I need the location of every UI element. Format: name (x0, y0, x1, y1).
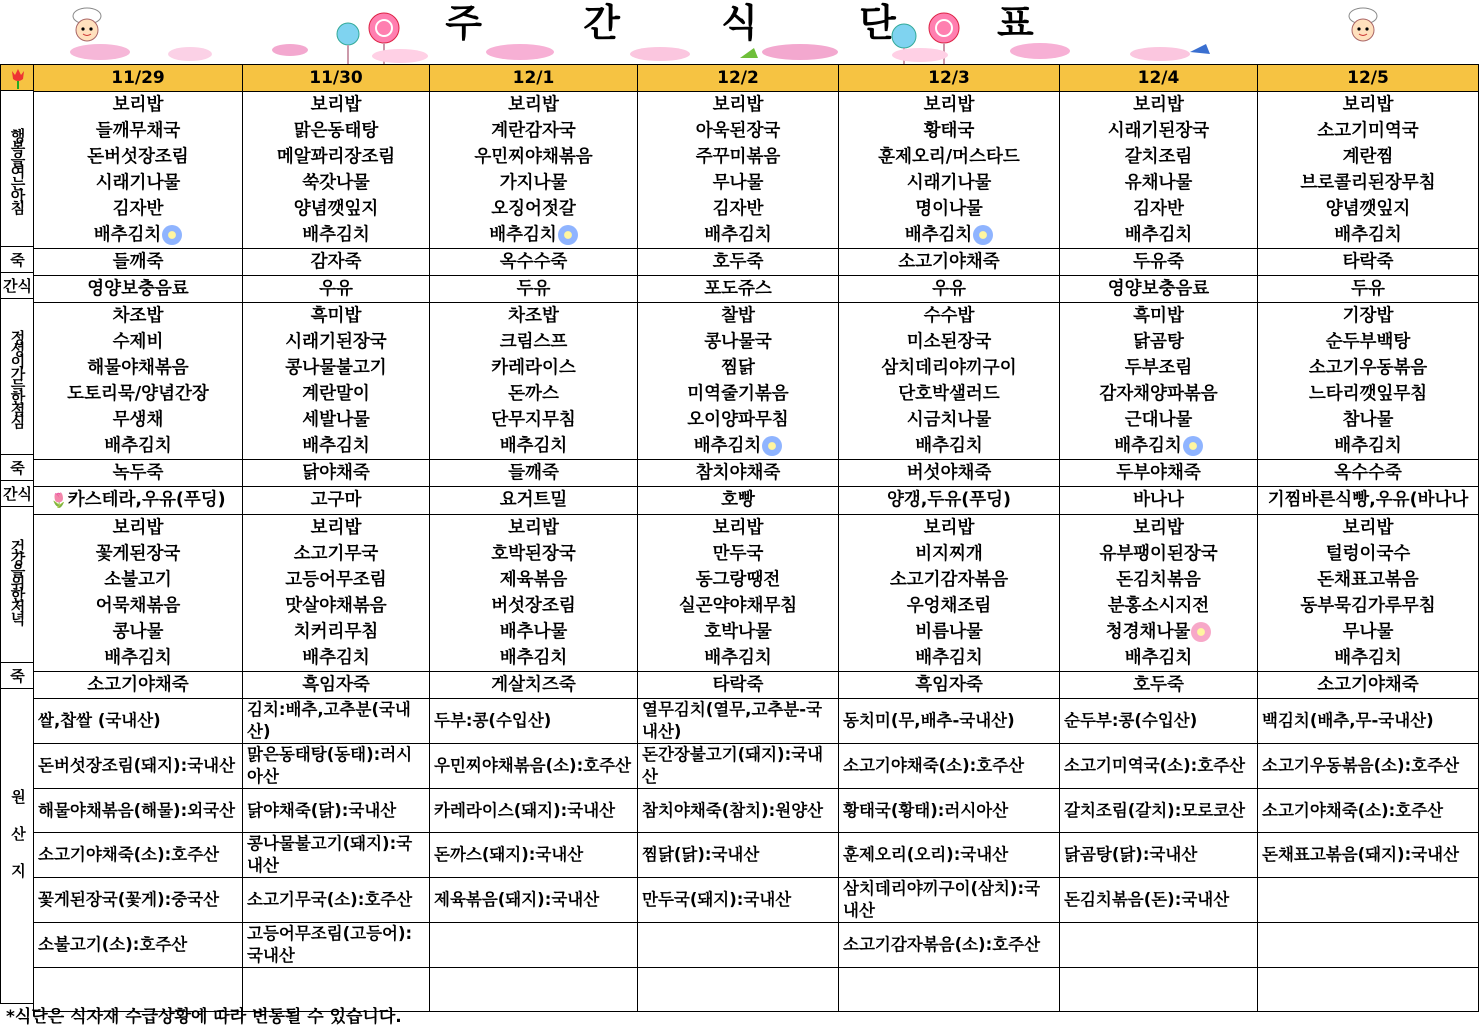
breakfast-item: 오징어젓갈 (491, 199, 576, 219)
lunch-item: 닭곰탕 (1133, 332, 1184, 352)
origin-cell: 참치야채죽(참치):원양산 (638, 789, 839, 833)
breakfast-item: 보리밥 (508, 95, 559, 115)
dinner-item: 맛살야채볶음 (285, 596, 387, 616)
origin-row (34, 744, 1479, 789)
tulip-icon (9, 67, 27, 89)
dinner-item: 버섯장조림 (491, 596, 576, 616)
dinner-item: 보리밥 (508, 518, 559, 538)
breakfast-label-text: 행복을여는아침 (8, 128, 27, 212)
dinner-item: 배추김치 (1334, 648, 1402, 668)
dinner-item: 청경채나물 (1062, 619, 1255, 645)
afternoon-snack-row (34, 487, 1479, 515)
lunch-porridge-cell: 닭야채죽 (243, 460, 430, 487)
dinner-item: 꽃게된장국 (95, 544, 181, 564)
snack-label: 간식 (0, 480, 34, 507)
breakfast-item: 들깨무채국 (95, 121, 181, 141)
origin-cell: 소고기야채죽(소):호주산 (1258, 789, 1479, 833)
origin-cell (1258, 878, 1479, 923)
dinner-cell (430, 515, 638, 672)
lunch-item: 시래기된장국 (285, 332, 387, 352)
origin-cell: 소고기무국(소):호주산 (243, 878, 430, 923)
breakfast-item: 가지나물 (499, 173, 568, 193)
origin-cell: 갈치조림(갈치):모로코산 (1060, 789, 1258, 833)
origin-cell (430, 968, 638, 1012)
footer-note: *식단은 식자재 수급상황에 따라 변동될 수 있습니다. (6, 1007, 402, 1027)
dinner-porridge-cell: 소고기야채죽 (34, 672, 243, 699)
dinner-item: 제육볶음 (499, 570, 568, 590)
lunch-item: 두부조림 (1124, 358, 1193, 378)
lunch-porridge-cell: 옥수수죽 (1258, 460, 1479, 487)
dinner-item: 동부묵김가루무침 (1300, 596, 1436, 616)
breakfast-item: 배추김치 (1334, 225, 1402, 245)
lunch-item: 흑미밥 (310, 306, 362, 326)
dinner-item: 어묵채볶음 (95, 596, 181, 616)
origin-cell: 소고기감자볶음(소):호주산 (839, 923, 1060, 968)
origin-cell: 김치:배추,고추분(국내산) (243, 699, 430, 744)
breakfast-item: 명이나물 (915, 199, 983, 219)
dinner-porridge-cell: 타락죽 (638, 672, 839, 699)
origin-cell: 돈버섯장조림(돼지):국내산 (34, 744, 243, 789)
origin-cell: 열무김치(열무,고추분-국내산) (638, 699, 839, 744)
flower-icon (558, 225, 578, 245)
lunch-item: 수수밥 (923, 306, 975, 326)
breakfast-item: 배추김치 (704, 225, 772, 245)
breakfast-item: 보리밥 (1133, 95, 1184, 115)
page-title: 주 간 식 단 표 (445, 1, 1078, 45)
dinner-label (0, 506, 34, 663)
lunch-item: 미소된장국 (906, 332, 992, 352)
dinner-cell (1258, 515, 1479, 672)
origin-cell (638, 923, 839, 968)
breakfast-porridge-cell: 타락죽 (1258, 249, 1479, 276)
porridge-label: 죽 (0, 454, 34, 481)
origin-cell (839, 968, 1060, 1012)
lunch-item: 근대나물 (1124, 410, 1193, 430)
origin-cell: 두부:콩(수입산) (430, 699, 638, 744)
morning-snack-cell: 영양보충음료 (34, 276, 243, 303)
origin-cell: 맑은동태탕(동태):러시아산 (243, 744, 430, 789)
origin-cell (1060, 923, 1258, 968)
lunch-item: 오이양파무침 (687, 410, 789, 430)
dinner-item: 콩나물 (112, 622, 164, 642)
morning-snack-row (34, 276, 1479, 303)
breakfast-item: 돈버섯장조림 (87, 147, 189, 167)
dinner-item: 배추김치 (915, 648, 983, 668)
origin-row (34, 878, 1479, 923)
origin-row (34, 699, 1479, 744)
dinner-item: 털렁이국수 (1325, 544, 1411, 564)
breakfast-porridge-cell: 두유죽 (1060, 249, 1258, 276)
morning-snack-cell: 두유 (430, 276, 638, 303)
dinner-item: 호박된장국 (491, 544, 576, 564)
breakfast-item: 배추김치 (841, 222, 1057, 248)
lunch-item: 시금치나물 (906, 410, 992, 430)
origin-cell: 돈까스(돼지):국내산 (430, 833, 638, 878)
dinner-porridge-cell: 흑임자죽 (839, 672, 1060, 699)
lunch-cell (638, 303, 839, 460)
origin-cell: 고등어무조림(고등어):국내산 (243, 923, 430, 968)
breakfast-porridge-cell: 들깨죽 (34, 249, 243, 276)
breakfast-row (34, 92, 1479, 249)
origin-cell: 해물야채볶음(해물):외국산 (34, 789, 243, 833)
breakfast-item: 배추김치 (302, 225, 370, 245)
lunch-item: 기장밥 (1342, 306, 1394, 326)
tulip-icon: 🌷 (50, 493, 68, 509)
lunch-row (34, 303, 1479, 460)
date-header: 12/2 (638, 65, 839, 92)
lunch-porridge-row (34, 460, 1479, 487)
breakfast-item: 무나물 (712, 173, 764, 193)
breakfast-item: 계란찜 (1342, 147, 1394, 167)
lunch-cell (1060, 303, 1258, 460)
origin-cell: 훈제오리(오리):국내산 (839, 833, 1060, 878)
dinner-item: 우엉채조림 (906, 596, 992, 616)
lunch-porridge-cell: 두부야채죽 (1060, 460, 1258, 487)
dinner-item: 보리밥 (712, 518, 764, 538)
lunch-item: 배추김치 (640, 433, 836, 459)
header-banner (0, 0, 1479, 64)
breakfast-porridge-cell: 호두죽 (638, 249, 839, 276)
lunch-cell (34, 303, 243, 460)
breakfast-item: 배추김치 (432, 222, 635, 248)
dinner-item: 배추김치 (1124, 648, 1193, 668)
afternoon-snack-cell: 요거트밀 (430, 487, 638, 515)
breakfast-item: 배추김치 (36, 222, 240, 248)
flower-icon (1191, 622, 1211, 642)
origin-cell: 닭야채죽(닭):국내산 (243, 789, 430, 833)
dinner-row (34, 515, 1479, 672)
origin-cell: 콩나물불고기(돼지):국내산 (243, 833, 430, 878)
breakfast-label (0, 90, 34, 247)
lunch-item: 배추김치 (1334, 436, 1402, 456)
dinner-item: 배추김치 (104, 648, 172, 668)
lunch-item: 세발나물 (302, 410, 370, 430)
dinner-porridge-cell: 게살치즈죽 (430, 672, 638, 699)
lunch-item: 참나물 (1342, 410, 1394, 430)
porridge-label: 죽 (0, 662, 34, 689)
origin-cell (1258, 968, 1479, 1012)
breakfast-item: 배추김치 (1124, 225, 1193, 245)
breakfast-item: 쑥갓나물 (302, 173, 370, 193)
dinner-item: 소고기감자볶음 (889, 570, 1009, 590)
breakfast-porridge-cell: 소고기야채죽 (839, 249, 1060, 276)
lunch-item: 도토리묵/양념간장 (67, 384, 209, 404)
afternoon-snack-cell: 호빵 (638, 487, 839, 515)
origin-row (34, 789, 1479, 833)
breakfast-item: 시래기나물 (906, 173, 992, 193)
dinner-item: 배추김치 (302, 648, 370, 668)
afternoon-snack-cell: 고구마 (243, 487, 430, 515)
breakfast-item: 보리밥 (923, 95, 975, 115)
date-header: 12/5 (1258, 65, 1479, 92)
dinner-item: 보리밥 (112, 518, 164, 538)
origin-cell: 백김치(배추,무-국내산) (1258, 699, 1479, 744)
breakfast-cell (638, 92, 839, 249)
dinner-item: 배추김치 (704, 648, 772, 668)
morning-snack-cell: 두유 (1258, 276, 1479, 303)
morning-snack-cell: 포도쥬스 (638, 276, 839, 303)
date-header: 12/3 (839, 65, 1060, 92)
lunch-item: 돈까스 (508, 384, 559, 404)
lunch-item: 차조밥 (508, 306, 559, 326)
afternoon-snack-cell: 🌷카스테라,우유(푸딩) (34, 487, 243, 515)
dinner-item: 고등어무조림 (285, 570, 387, 590)
lunch-item: 삼치데리야끼구이 (881, 358, 1017, 378)
lunch-item: 콩나물불고기 (285, 358, 387, 378)
breakfast-item: 황태국 (923, 121, 975, 141)
lunch-item: 배추김치 (1062, 433, 1255, 459)
breakfast-item: 보리밥 (1342, 95, 1394, 115)
breakfast-item: 메알꽈리장조림 (276, 147, 396, 167)
date-header: 11/30 (243, 65, 430, 92)
lunch-item: 카레라이스 (491, 358, 576, 378)
origin-cell: 소고기야채죽(소):호주산 (839, 744, 1060, 789)
flower-icon (973, 225, 993, 245)
breakfast-item: 갈치조림 (1124, 147, 1193, 167)
breakfast-item: 계란감자국 (491, 121, 576, 141)
dinner-porridge-cell: 호두죽 (1060, 672, 1258, 699)
dinner-item: 보리밥 (1342, 518, 1394, 538)
lunch-item: 차조밥 (112, 306, 164, 326)
origin-cell: 소고기우동볶음(소):호주산 (1258, 744, 1479, 789)
dinner-item: 호박나물 (704, 622, 772, 642)
lunch-item: 배추김치 (915, 436, 983, 456)
breakfast-item: 보리밥 (112, 95, 164, 115)
dinner-cell (1060, 515, 1258, 672)
lunch-item: 소고기우동볶음 (1308, 358, 1428, 378)
breakfast-porridge-row (34, 249, 1479, 276)
origin-row (34, 923, 1479, 968)
dinner-item: 배추나물 (499, 622, 568, 642)
origin-cell: 돈김치볶음(돈):국내산 (1060, 878, 1258, 923)
afternoon-snack-cell: 바나나 (1060, 487, 1258, 515)
lunch-item: 순두부백탕 (1325, 332, 1411, 352)
origin-cell (1060, 968, 1258, 1012)
origin-cell: 닭곰탕(닭):국내산 (1060, 833, 1258, 878)
breakfast-item: 보리밥 (310, 95, 362, 115)
breakfast-cell (243, 92, 430, 249)
flower-icon (762, 436, 782, 456)
origin-cell: 제육볶음(돼지):국내산 (430, 878, 638, 923)
lunch-label (0, 298, 34, 455)
origin-cell (638, 968, 839, 1012)
lunch-item: 찜닭 (721, 358, 755, 378)
dinner-item: 비름나물 (915, 622, 983, 642)
dinner-item: 보리밥 (923, 518, 975, 538)
lunch-item: 찰밥 (721, 306, 755, 326)
dinner-cell (638, 515, 839, 672)
dinner-item: 무나물 (1342, 622, 1394, 642)
dinner-item: 소불고기 (104, 570, 172, 590)
origin-cell: 동치미(무,배추-국내산) (839, 699, 1060, 744)
snack-label: 간식 (0, 272, 34, 299)
breakfast-item: 양념깻잎지 (1325, 199, 1411, 219)
breakfast-item: 김자반 (112, 199, 164, 219)
dinner-label-text: 건강을위한저녁 (8, 539, 27, 623)
origin-cell: 만두국(돼지):국내산 (638, 878, 839, 923)
breakfast-item: 브로콜리된장무침 (1300, 173, 1436, 193)
origin-cell: 꽃게된장국(꽃게):중국산 (34, 878, 243, 923)
date-header: 12/1 (430, 65, 638, 92)
date-row (34, 65, 1479, 92)
breakfast-item: 시래기된장국 (1107, 121, 1210, 141)
lunch-item: 감자채양파볶음 (1099, 384, 1218, 404)
dinner-item: 유부팽이된장국 (1099, 544, 1218, 564)
flower-icon (162, 225, 182, 245)
origin-cell: 우민찌야채볶음(소):호주산 (430, 744, 638, 789)
lunch-item: 콩나물국 (704, 332, 772, 352)
lunch-cell (243, 303, 430, 460)
afternoon-snack-cell: 기찜바른식빵,우유(바나나 (1258, 487, 1479, 515)
morning-snack-cell: 우유 (243, 276, 430, 303)
origin-row (34, 833, 1479, 878)
breakfast-item: 아욱된장국 (695, 121, 781, 141)
lunch-item: 크림스프 (499, 332, 568, 352)
lunch-porridge-cell: 참치야채죽 (638, 460, 839, 487)
origin-cell: 소고기야채죽(소):호주산 (34, 833, 243, 878)
breakfast-porridge-cell: 옥수수죽 (430, 249, 638, 276)
breakfast-item: 유채나물 (1124, 173, 1193, 193)
lunch-item: 단무지무침 (491, 410, 576, 430)
lunch-label-text: 정성이가득한점심 (8, 330, 27, 426)
dinner-item: 비지찌개 (915, 544, 983, 564)
lunch-porridge-cell: 녹두죽 (34, 460, 243, 487)
origin-cell: 황태국(황태):러시아산 (839, 789, 1060, 833)
origin-cell: 소불고기(소):호주산 (34, 923, 243, 968)
lunch-cell (1258, 303, 1479, 460)
lunch-cell (430, 303, 638, 460)
date-header: 12/4 (1060, 65, 1258, 92)
origin-label-text: 원산지 (9, 789, 27, 900)
origin-cell: 카레라이스(돼지):국내산 (430, 789, 638, 833)
dinner-item: 돈김치볶음 (1116, 570, 1201, 590)
origin-cell: 찜닭(닭):국내산 (638, 833, 839, 878)
breakfast-cell (34, 92, 243, 249)
dinner-porridge-cell: 소고기야채죽 (1258, 672, 1479, 699)
lunch-item: 계란말이 (302, 384, 370, 404)
breakfast-item: 소고기미역국 (1317, 121, 1419, 141)
flower-icon (1183, 436, 1203, 456)
dinner-cell (34, 515, 243, 672)
origin-cell: 소고기미역국(소):호주산 (1060, 744, 1258, 789)
breakfast-item: 맑은동태탕 (293, 121, 379, 141)
dinner-item: 분홍소시지전 (1107, 596, 1210, 616)
origin-cell (1258, 923, 1479, 968)
lunch-item: 해물야채볶음 (87, 358, 189, 378)
breakfast-item: 김자반 (712, 199, 764, 219)
breakfast-item: 양념깻잎지 (293, 199, 379, 219)
lunch-item: 배추김치 (104, 436, 172, 456)
origin-cell (430, 923, 638, 968)
breakfast-cell (839, 92, 1060, 249)
breakfast-cell (430, 92, 638, 249)
date-header: 11/29 (34, 65, 243, 92)
dinner-porridge-row (34, 672, 1479, 699)
breakfast-item: 주꾸미볶음 (695, 147, 781, 167)
breakfast-cell (1258, 92, 1479, 249)
breakfast-item: 우민찌야채볶음 (474, 147, 593, 167)
lunch-item: 느타리깻잎무침 (1308, 384, 1428, 404)
breakfast-item: 시래기나물 (95, 173, 181, 193)
lunch-item: 흑미밥 (1133, 306, 1184, 326)
dinner-cell (243, 515, 430, 672)
lunch-porridge-cell: 버섯야채죽 (839, 460, 1060, 487)
origin-cell: 돈채표고볶음(돼지):국내산 (1258, 833, 1479, 878)
dinner-item: 만두국 (712, 544, 764, 564)
origin-cell: 삼치데리야끼구이(삼치):국내산 (839, 878, 1060, 923)
dinner-item: 동그랑땡전 (695, 570, 781, 590)
lunch-item: 단호박샐러드 (898, 384, 1000, 404)
origin-cell: 돈간장불고기(돼지):국내산 (638, 744, 839, 789)
lunch-item: 배추김치 (499, 436, 568, 456)
lunch-item: 미역줄기볶음 (687, 384, 789, 404)
breakfast-item: 훈제오리/머스타드 (878, 147, 1020, 167)
lunch-item: 수제비 (112, 332, 164, 352)
dinner-item: 보리밥 (1133, 518, 1184, 538)
weekly-menu-table (33, 64, 1479, 1012)
dinner-cell (839, 515, 1060, 672)
dinner-item: 소고기무국 (293, 544, 379, 564)
dinner-item: 돈채표고볶음 (1317, 570, 1419, 590)
morning-snack-cell: 우유 (839, 276, 1060, 303)
porridge-label: 죽 (0, 246, 34, 273)
breakfast-item: 보리밥 (712, 95, 764, 115)
lunch-item: 무생채 (112, 410, 164, 430)
lunch-porridge-cell: 들깨죽 (430, 460, 638, 487)
origin-cell: 쌀,찹쌀 (국내산) (34, 699, 243, 744)
dinner-item: 배추김치 (499, 648, 568, 668)
breakfast-item: 김자반 (1133, 199, 1184, 219)
dinner-porridge-cell: 흑임자죽 (243, 672, 430, 699)
breakfast-porridge-cell: 감자죽 (243, 249, 430, 276)
morning-snack-cell: 영양보충음료 (1060, 276, 1258, 303)
origin-label (0, 688, 34, 1004)
lunch-item: 배추김치 (302, 436, 370, 456)
origin-cell: 순두부:콩(수입산) (1060, 699, 1258, 744)
afternoon-snack-cell: 양갱,두유(푸딩) (839, 487, 1060, 515)
dinner-item: 치커리무침 (293, 622, 379, 642)
breakfast-cell (1060, 92, 1258, 249)
dinner-item: 실곤약야채무침 (678, 596, 798, 616)
dinner-item: 보리밥 (310, 518, 362, 538)
tulip-icon-cell (0, 64, 34, 91)
lunch-cell (839, 303, 1060, 460)
